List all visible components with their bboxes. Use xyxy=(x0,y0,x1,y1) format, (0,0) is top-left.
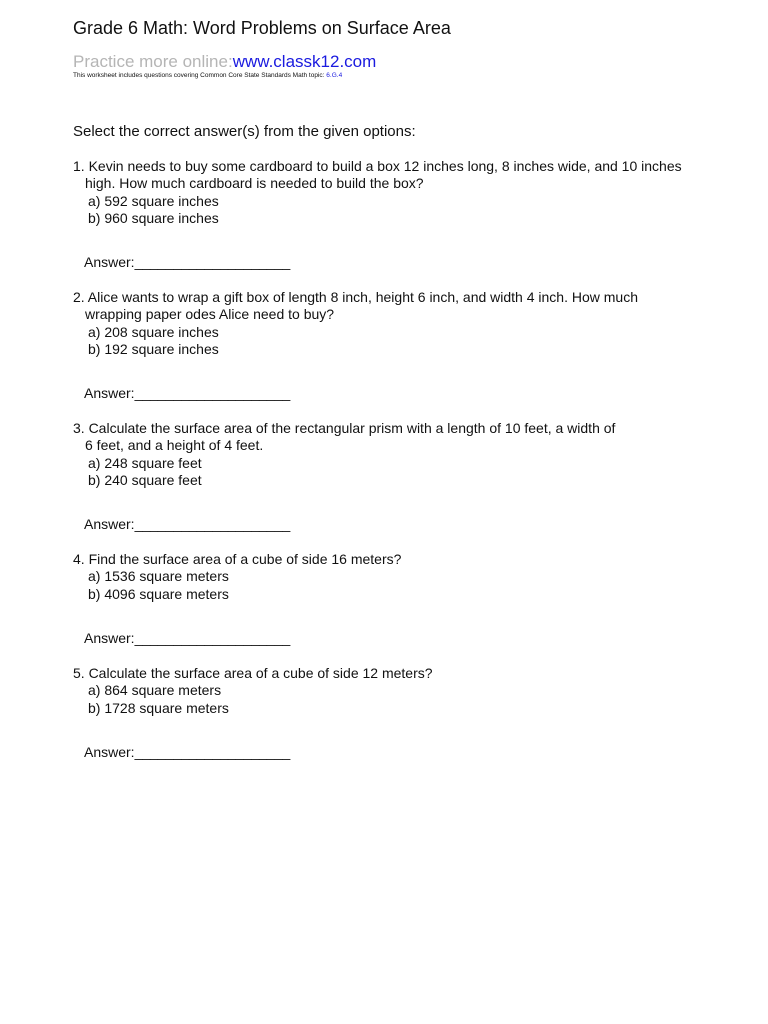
question-5 xyxy=(73,665,433,761)
option-a: a) 592 square inches xyxy=(88,192,219,209)
answer-blank: Answer:____________________ xyxy=(84,385,291,402)
standards-note-text: This worksheet includes questions covering Common Core State Standards Math topic: xyxy=(73,72,325,79)
question-text: 3. Calculate the surface area of the rectangular prism with a length of 10 feet, a width of xyxy=(73,420,616,436)
question-text: 2. Alice wants to wrap a gift box of length 8 inch, height 6 inch, and width 4 inch. How much xyxy=(73,289,638,305)
option-b: b) 4096 square meters xyxy=(88,585,229,602)
question-3 xyxy=(73,420,615,533)
question-text-continued: 6 feet, and a height of 4 feet. xyxy=(85,437,264,454)
option-a: a) 248 square feet xyxy=(88,454,202,471)
answer-blank: Answer:____________________ xyxy=(84,254,291,271)
option-b: b) 960 square inches xyxy=(88,209,219,226)
question-text: 5. Calculate the surface area of a cube of side 12 meters? xyxy=(73,665,433,681)
option-a: a) 864 square meters xyxy=(88,682,222,699)
question-4 xyxy=(73,551,401,647)
option-b: b) 1728 square meters xyxy=(88,699,229,716)
page-title: Grade 6 Math: Word Problems on Surface Area xyxy=(73,18,451,38)
practice-line xyxy=(73,52,376,72)
standard-code: 6.G.4 xyxy=(326,72,343,79)
standards-note xyxy=(73,72,342,80)
option-a: a) 208 square inches xyxy=(88,323,219,340)
question-text: 4. Find the surface area of a cube of side 16 meters? xyxy=(73,551,402,567)
answer-blank: Answer:____________________ xyxy=(84,743,291,760)
question-text: 1. Kevin needs to buy some cardboard to build a box 12 inches long, 8 inches wide, and 10 inches xyxy=(73,158,682,174)
instructions: Select the correct answer(s) from the given options: xyxy=(73,123,416,140)
question-1 xyxy=(73,158,682,271)
option-b: b) 240 square feet xyxy=(88,471,202,488)
answer-blank: Answer:____________________ xyxy=(84,516,291,533)
answer-blank: Answer:____________________ xyxy=(84,629,291,646)
option-a: a) 1536 square meters xyxy=(88,568,229,585)
question-text-continued: high. How much cardboard is needed to build the box? xyxy=(85,175,424,192)
option-b: b) 192 square inches xyxy=(88,340,219,357)
practice-lead: Practice more online: xyxy=(73,52,233,71)
website-link[interactable]: www.classk12.com xyxy=(232,52,377,71)
question-2 xyxy=(73,289,638,402)
question-text-continued: wrapping paper odes Alice need to buy? xyxy=(85,306,335,323)
